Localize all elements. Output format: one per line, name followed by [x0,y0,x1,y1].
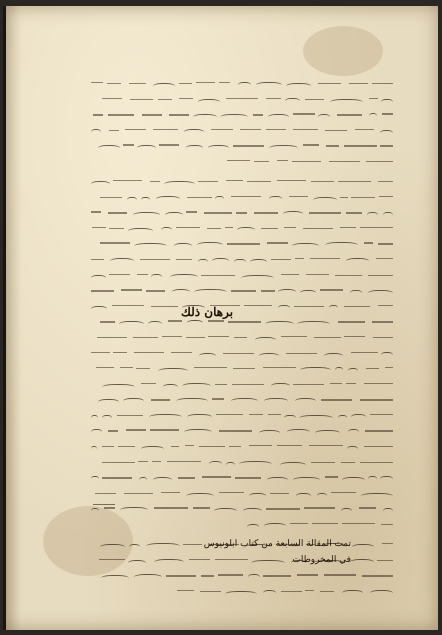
manuscript-line [91,268,393,282]
colophon-line-2: في المخروطات [292,555,351,565]
manuscript-page [3,6,438,630]
manuscript-line [91,138,393,152]
manuscript-line [91,423,393,437]
manuscript-line [91,501,393,515]
manuscript-line [91,236,393,250]
paper-stain [303,26,383,76]
manuscript-line [91,154,393,168]
manuscript-line [91,123,393,137]
manuscript-text-block [91,76,393,599]
colophon-line-1: تمت المقالة السابعة من كتاب ابلونيوس [203,539,351,549]
manuscript-line [91,439,393,453]
manuscript-line [91,107,393,121]
manuscript-line [91,408,393,422]
manuscript-line [91,283,393,297]
manuscript-line [91,455,393,469]
manuscript-line [91,221,393,235]
manuscript-line [91,190,393,204]
manuscript-line [91,392,393,406]
manuscript-line [91,486,393,500]
manuscript-line [91,346,393,360]
manuscript-line [91,377,393,391]
manuscript-line [91,76,393,90]
manuscript-line [91,174,393,188]
manuscript-line [91,252,393,266]
manuscript-line [91,92,393,106]
manuscript-line [91,470,393,484]
colophon [181,536,351,568]
manuscript-line [91,299,393,313]
manuscript-line [91,361,393,375]
margin-mark [93,504,115,513]
manuscript-line [91,568,393,582]
manuscript-line [91,517,393,531]
manuscript-line [91,330,393,344]
manuscript-line [91,314,393,328]
section-heading: برهان ذلك [181,305,234,319]
manuscript-line [91,584,393,598]
manuscript-line [91,205,393,219]
